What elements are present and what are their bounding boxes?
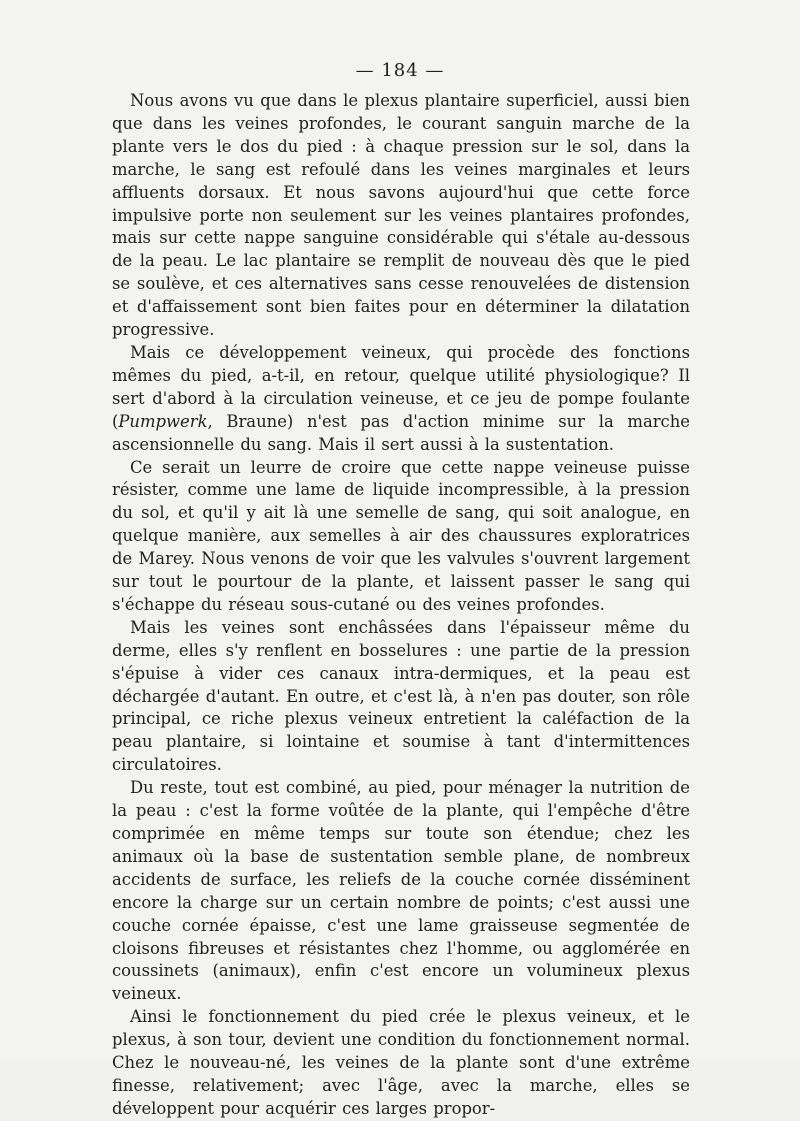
paragraph-2-text-before: Mais ce développement veineux, qui procède des fonctions mêmes du pied, a-t-il, en retour, quelque utilité physiologique? Il sert d'abord à la circulation veineuse, et ce jeu de pompe foulante ( bbox=[112, 342, 690, 431]
paragraph-4: Mais les veines sont enchâssées dans l'épaisseur même du derme, elles s'y renflent en bosselures : une partie de la pression s'épuise à vider ces canaux intra-dermiques, et la peau est déchargée d'autant. En outre, et c'est là, à n'en pas douter, son rôle principal, ce riche plexus veineux entretient la caléfaction de la peau plantaire, si lointaine et soumise à tant d'intermittences circulatoires. bbox=[112, 617, 690, 775]
paragraph-5: Du reste, tout est combiné, au pied, pour ménager la nutrition de la peau : c'est la forme voûtée de la plante, qui l'empêche d'être comprimée en même temps sur toute son étendue; chez les animaux où la base de sustentation semble plane, de nombreux accidents de surface, les reliefs de la couche cornée disséminent encore la charge sur un certain nombre de points; c'est aussi une couche cornée épaisse, c'est une lame graisseuse segmentée de cloisons fibreuses et résistantes chez l'homme, ou agglomérée en coussinets (animaux), enfin c'est encore un volumineux plexus veineux. bbox=[112, 778, 690, 1004]
paragraph-1: Nous avons vu que dans le plexus plantaire superficiel, aussi bien que dans les veines profondes, le courant sanguin marche de la plante vers le dos du pied : à chaque pression sur le sol, dans la marche, le sang est refoulé dans les veines marginales et leurs affluents dorsaux. Et nous savons aujourd'hui que cette force impulsive porte non seulement sur les veines plantaires profondes, mais sur cette nappe sanguine considérable qui s'étale au-dessous de la peau. Le lac plantaire se remplit de nouveau dès que le pied se soulève, et ces alternatives sans cesse renouvelées de distension et d'affaissement sont bien faites pour en déterminer la dilatation progressive. bbox=[112, 91, 690, 340]
body-text bbox=[112, 90, 690, 1121]
paragraph-2-text-after: , Braune) n'est pas d'action minime sur la marche ascensionnelle du sang. Mais il sert aussi à la sustentation. bbox=[112, 411, 690, 454]
paragraph-6: Ainsi le fonctionnement du pied crée le plexus veineux, et le plexus, à son tour, devient une condition du fonctionnement normal. Chez le nouveau-né, les veines de la plante sont d'une extrême finesse, relativement; avec l'âge, avec la marche, elles se développent pour acquérir ces larges propor- bbox=[112, 1007, 690, 1118]
paragraph-2-italic-term: Pumpwerk bbox=[118, 411, 208, 431]
paragraph-2 bbox=[112, 342, 690, 457]
page-number: — 184 — bbox=[355, 60, 445, 81]
paragraph-3: Ce serait un leurre de croire que cette nappe veineuse puisse résister, comme une lame de liquide incompressible, à la pression du sol, et qu'il y ait là une semelle de sang, qui soit analogue, en quelque manière, aux semelles à air des chaussures exploratrices de Marey. Nous venons de voir que les valvules s'ouvrent largement sur tout le pourtour de la plante, et laissent passer le sang qui s'échappe du réseau sous-cutané ou des veines profondes. bbox=[112, 457, 690, 614]
